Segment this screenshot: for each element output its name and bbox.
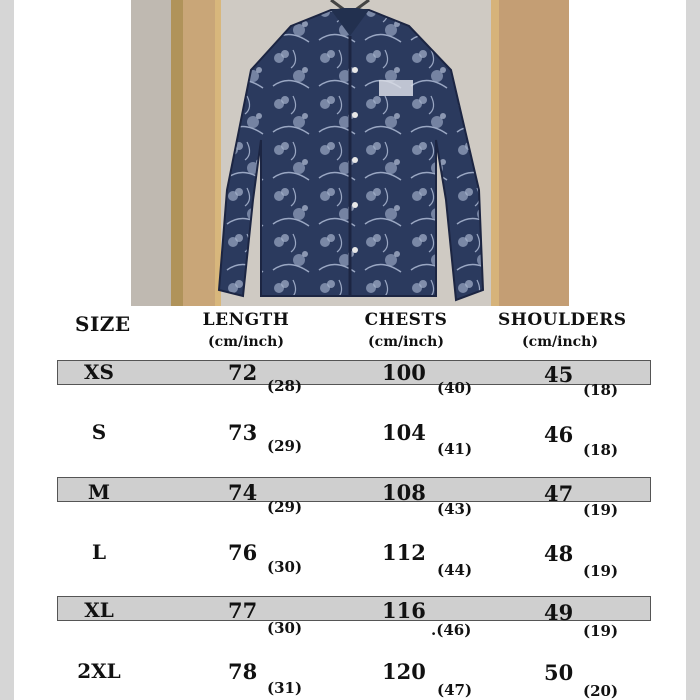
chest-inch: (44): [437, 561, 473, 579]
size-label: S: [91, 420, 107, 444]
header-chests-unit: (cm/inch): [368, 334, 444, 350]
shoulder-cm: 49: [544, 600, 574, 625]
length-inch: (30): [267, 558, 303, 576]
shoulder-inch: (20): [583, 682, 619, 700]
shoulder-inch: (19): [583, 562, 619, 580]
header-size: [75, 312, 131, 336]
chest-inch: (47): [437, 681, 473, 699]
header-length-label: LENGTH: [202, 310, 290, 330]
length-cm: 74: [228, 480, 258, 505]
size-label: M: [87, 480, 111, 504]
chest-cm: 120: [382, 659, 426, 684]
shoulder-inch: (19): [583, 622, 619, 640]
chest-cm: 112: [382, 540, 426, 565]
chest-inch: (40): [437, 379, 473, 397]
header-shoulders: [498, 310, 627, 350]
length-cm: 73: [228, 420, 258, 445]
header-length: [200, 310, 292, 350]
shoulder-inch: (18): [583, 381, 619, 399]
size-label: XS: [84, 360, 114, 384]
right-border: [686, 0, 700, 700]
chest-inch: (41): [437, 440, 473, 458]
header-length-unit: (cm/inch): [208, 334, 284, 350]
left-border: [0, 0, 14, 700]
chest-cm: 104: [382, 420, 426, 445]
header-chests: [360, 310, 452, 350]
size-label: XL: [84, 598, 114, 622]
length-inch: (29): [267, 437, 303, 455]
shoulder-inch: (18): [583, 441, 619, 459]
header-shoulders-label: SHOULDERS: [498, 310, 627, 330]
length-inch: (30): [267, 619, 303, 637]
size-label: L: [91, 540, 107, 564]
denim-shirt-image: [131, 0, 569, 306]
shoulder-inch: (19): [583, 501, 619, 519]
chest-cm: 116: [382, 598, 426, 623]
shoulder-cm: 47: [544, 481, 574, 506]
length-inch: (29): [267, 498, 303, 516]
header-shoulders-unit: (cm/inch): [522, 334, 598, 350]
length-cm: 76: [228, 540, 258, 565]
length-inch: (31): [267, 679, 303, 697]
header-size-label: SIZE: [75, 312, 131, 336]
chest-cm: 100: [382, 360, 426, 385]
product-photo: [131, 0, 569, 306]
chest-inch: .(46): [431, 621, 472, 639]
chest-inch: (43): [437, 500, 473, 518]
shoulder-cm: 48: [544, 541, 574, 566]
length-cm: 72: [228, 360, 258, 385]
length-cm: 77: [228, 598, 258, 623]
shoulder-cm: 45: [544, 362, 574, 387]
header-chests-label: CHESTS: [364, 310, 448, 330]
chest-cm: 108: [382, 480, 426, 505]
shoulder-cm: 50: [544, 660, 574, 685]
length-cm: 78: [228, 659, 258, 684]
size-label: 2XL: [77, 659, 121, 683]
shoulder-cm: 46: [544, 422, 574, 447]
length-inch: (28): [267, 377, 303, 395]
